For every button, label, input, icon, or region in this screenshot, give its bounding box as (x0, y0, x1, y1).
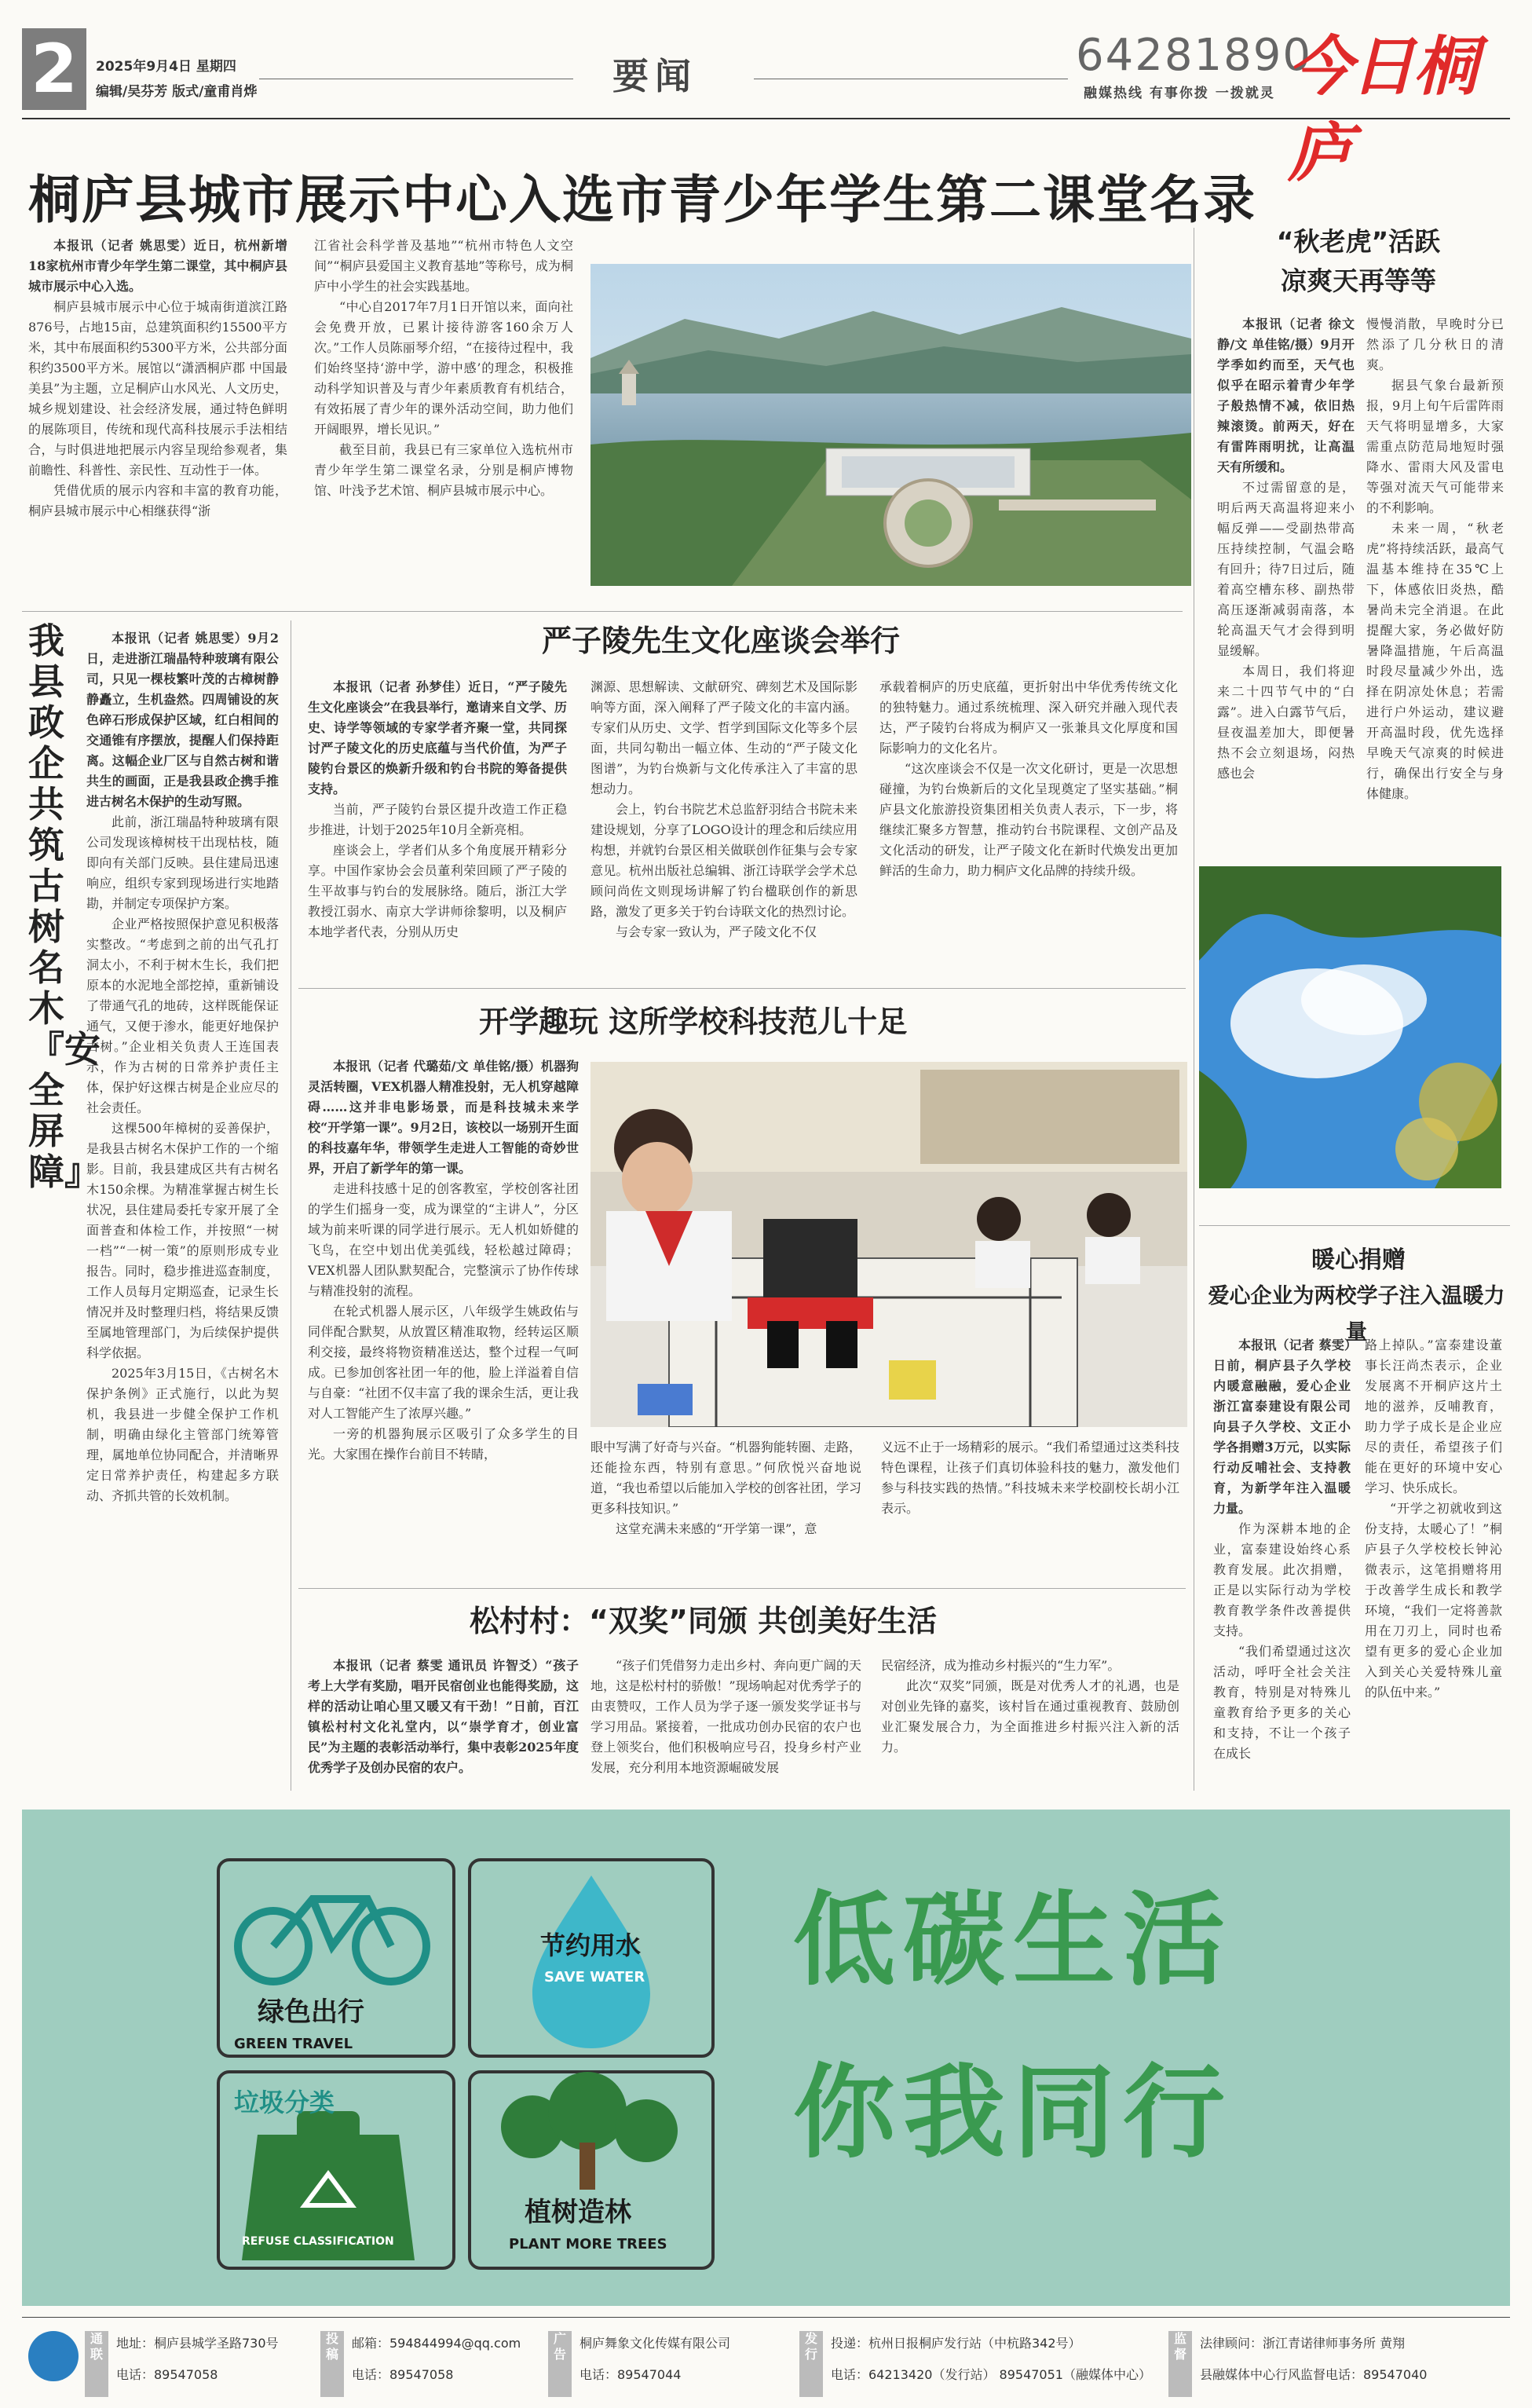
ad-icon2-en: SAVE WATER (544, 1969, 645, 1985)
divider (1199, 1225, 1510, 1226)
paragraph: “孩子们凭借努力走出乡村、奔向更广阔的天地，这是松村村的骄傲！”现场响起对优秀学子的由衷赞叹，工作人员为学子逐一颁发奖学证书与学习用品。紧接着，一批成功创办民宿的农户也登上领奖台，他们积极响应号召，投身乡村产业发展，充分利用本地资源崛破发展 (590, 1658, 861, 1775)
paragraph: “中心自2017年7月1日开馆以来，面向社会免费开放，已累计接待游客160余万人次。”工作人员陈丽琴介绍，“在接待过程中，我们始终坚持‘游中学，游中感’的理念，积极推动科学知识普及与青少年素质教育有机结合，有效拓展了青少年的课外活动空间，助力他们开阔眼界，增长见识。” (314, 299, 573, 437)
paragraph: 当前，严子陵钓台景区提升改造工作正稳步推进，计划于2025年10月全新亮相。 (308, 802, 567, 837)
songcun-article-col1 (308, 1656, 579, 1789)
tree-icon (501, 2072, 678, 2190)
ad-icon-grid (210, 1852, 729, 2276)
hotline-number: 64281890 (1076, 30, 1313, 81)
ad-icon4-en: PLANT MORE TREES (509, 2236, 667, 2252)
footer-ads-line1: 桐庐舞象文化传媒有限公司 (580, 2336, 731, 2351)
footer-ads-line2: 电话：89547044 (580, 2367, 682, 2382)
footer-contact-line1: 地址：桐庐县城学圣路730号 (116, 2336, 279, 2351)
hotline-tagline: 融媒热线 有事你拨 一拨就灵 (1084, 86, 1275, 101)
paragraph: 本报讯（记者 姚思雯）近日，杭州新增18家杭州市青少年学生第二课堂，其中桐庐县城市展示中心入选。 (28, 238, 287, 294)
paragraph: 座谈会上，学者们从多个角度展开精彩分享。中国作家协会会员董利荣回顾了严子陵的生平故事与钓台的发展脉络。随后，浙江大学教授江弱水、南京大学讲师徐黎明，以及桐庐本地学者代表，分别从历史 (308, 843, 567, 939)
sky-tree-photo-illustration (1199, 866, 1501, 1188)
paragraph: 据县气象台最新预报，9月上旬午后雷阵雨天气将明显增多，大家需重点防范局地短时强降水、雷雨大风及雷电等强对流天气可能带来的不利影响。 (1366, 378, 1504, 515)
section-label: 要闻 (612, 55, 697, 97)
editor-credits: 编辑/吴芬芳 版式/童甫肖烨 (96, 84, 258, 100)
yanzi-article-col1 (308, 677, 567, 983)
paragraph: 民宿经济，成为推动乡村振兴的“生力军”。 (881, 1658, 1121, 1673)
paragraph: 在轮式机器人展示区，八年级学生姚政佑与同伴配合默契，从放置区精准取物，经转运区顺利交接，最终将物资精准送达，整个过程一气呵成。已参加创客社团一年的他，脸上洋溢着自信与自豪：“社团不仅丰富了我的课余生活，更让我对人工智能产生了浓厚兴趣。” (308, 1304, 579, 1421)
newspaper-logo: 今日桐庐 (1288, 29, 1476, 191)
paragraph: 本报讯（记者 徐文静/文 单佳铭/摄）9月开学季如约而至，天气也似乎在昭示着青少年学子般热情不减，依旧热辣滚烫。前两天，好在有雷阵雨明扰，让高温天有所缓和。 (1217, 317, 1355, 474)
divider (22, 611, 1183, 612)
autumn-article-col2 (1366, 314, 1504, 856)
main-article-col1 (28, 236, 287, 593)
ad-icon4-label: 植树造林 (525, 2197, 631, 2228)
paragraph: 此前，浙江瑞晶特种玻璃有限公司发现该樟树枝干出现枯枝，随即向有关部门反映。县住建局迅速响应，组织专家到现场进行实地踏勘，并制定专项保护方案。 (86, 814, 279, 911)
paragraph: 桐庐县城市展示中心位于城南街道滨江路876号，占地15亩，总建筑面积约15500平方米，其中布展面积约5300平方米，公共部分面积约3500平方米。展馆以“潇洒桐庐郡 中国最美县”为主题，立足桐庐山水风光、人文历史，城乡规划建设、社会经济发展，通过特色鲜明的展陈项目，传统和现代高科技展示手法相结合，与时俱进地把展示内容呈现给参观者，集前瞻性、科普性、亲民性、互动性于一体。 (28, 299, 287, 478)
footer-contact-line2: 电话：89547058 (116, 2367, 218, 2382)
songcun-article-col3 (881, 1656, 1179, 1789)
autumn-article-col1 (1217, 314, 1355, 856)
footer-supervision-line2: 县融媒体中心行风监督电话：89547040 (1200, 2367, 1428, 2382)
autumn-headline-line1: “秋老虎”活跃 (1276, 226, 1441, 257)
paragraph: 这堂充满未来感的“开学第一课”，意 (616, 1521, 817, 1536)
paragraph: 走进科技感十足的创客教室，学校创客社团的学生们摇身一变，成为课堂的“主讲人”，分区域为前来听课的同学进行展示。无人机如娇健的飞鸟，在空中划出优美弧线，轻松越过障碍；VEX机器人团队默契配合，完整演示了协作传球与精准投射的流程。 (308, 1181, 579, 1298)
city-center-photo (590, 264, 1191, 586)
footer-label-ads: 广告 (548, 2331, 572, 2397)
water-drop-icon (532, 1876, 650, 2048)
tech-article-col3 (881, 1437, 1179, 1583)
paragraph: 2025年3月15日，《古树名木保护条例》正式施行，以此为契机，我县进一步健全保护工作机制，明确由绿化主管部门统筹管理，属地单位协同配合，并清晰界定日常养护责任，构建起多方联动、齐抓共管的长效机制。 (86, 1366, 279, 1503)
paragraph: 路上掉队。”富泰建设董事长汪尚杰表示，企业发展离不开桐庐这片土地的滋养，反哺教育，助力学子成长是企业应尽的责任，希望孩子们能在更好的环境中安心学习、快乐成长。 (1365, 1338, 1502, 1495)
paragraph: 本报讯（记者 蔡雯）日前，桐庐县子久学校内暖意融融，爱心企业浙江富泰建设有限公司向县子久学校、文正小学各捐赠3万元，以实际行动反哺社会、支持教育，为新学年注入温暖力量。 (1213, 1338, 1351, 1516)
paragraph: 眼中写满了好奇与兴奋。“机器狗能转圈、走路，还能捡东西，特别有意思。”何欣悦兴奋地说道，“我也希望以后能加入学校的创客社团，学习更多科技知识。” (590, 1440, 861, 1516)
divider (298, 1588, 1186, 1589)
footer-distribution-line2: 电话：64213420（发行站） 89547051（融媒体中心） (831, 2367, 1151, 2382)
paragraph: 渊源、思想解读、文献研究、碑刻艺术及国际影响等方面，深入阐释了严子陵文化的丰富内涵。专家们从历史、文学、哲学到国际文化等多个层面，共同勾勒出一幅立体、生动的“严子陵文化图谱”，为钓台焕新与文化传承注入了丰富的思想动力。 (590, 679, 857, 796)
paragraph: 承载着桐庐的历史底蕴，更折射出中华优秀传统文化的独特魅力。通过系统梳理、深入研究并融入现代表达，严子陵钓台将成为桐庐又一张兼具文化厚度和国际影响力的文化名片。 (879, 679, 1178, 756)
page-number: 2 (22, 28, 86, 110)
city-center-photo-illustration (590, 264, 1191, 586)
warm-headline-line2: 爱心企业为两校学子注入温暖力量 (1208, 1284, 1505, 1345)
yanzi-headline: 严子陵先生文化座谈会举行 (542, 624, 901, 658)
divider (298, 988, 1186, 989)
tech-article-col1 (308, 1056, 579, 1583)
footer-label-submit: 投稿 (320, 2331, 344, 2397)
paragraph: 作为深耕本地的企业，富泰建设始终心系教育发展。此次捐赠，正是以实际行动为学校教育教学条件改善提供支持。 (1213, 1521, 1351, 1638)
yanzi-article-col3 (879, 677, 1178, 983)
paragraph: 慢慢消散，早晚时分已然添了几分秋日的清爽。 (1366, 317, 1504, 372)
paragraph: 不过需留意的是，明后两天高温将迎来小幅反弹——受副热带高压持续控制，气温会略有回升；待7日过后，随着高空槽东移、副热带高压逐渐减弱南落，本轮高温天气才会得到明显缓解。 (1217, 480, 1355, 658)
paragraph: “开学之初就收到这份支持，太暖心了！”桐庐县子久学校校长钟沁微表示，这笔捐赠将用于改善学生成长和教学环境，“我们一定将善款用在刀刃上，同时也希望有更多的爱心企业加入到关心关爱特殊儿童的队伍中来。” (1365, 1501, 1502, 1700)
ad-icon3-label: 垃圾分类 (234, 2088, 335, 2117)
ad-icon3-en: REFUSE CLASSIFICATION (242, 2235, 394, 2248)
warm-article-col2 (1365, 1335, 1502, 1787)
footer-label-supervision: 监督 (1168, 2331, 1192, 2397)
paragraph: 江省社会科学普及基地”“杭州市特色人文空间”“桐庐县爱国主义教育基地”等称号，成为桐庐中小学生的社会实践基地。 (314, 238, 573, 294)
paragraph: 此次“双奖”同颁，既是对优秀人才的礼遇，也是对创业先锋的嘉奖，该村旨在通过重视教育、鼓励创业汇聚发展合力，为全面推进乡村振兴注入新的活力。 (881, 1678, 1179, 1755)
bicycle-icon (238, 1899, 426, 1982)
songcun-headline: 松村村：“双奖”同颁 共创美好生活 (470, 1604, 938, 1638)
main-headline: 桐庐县城市展示中心入选市青少年学生第二课堂名录 (28, 170, 1256, 230)
tree-headline-vertical: 我县政企共筑古树名木『安全屏障』 (28, 620, 101, 1193)
robotics-photo-illustration (590, 1062, 1187, 1427)
warm-article-col1 (1213, 1335, 1351, 1787)
paragraph: 与会专家一致认为，严子陵文化不仅 (616, 924, 817, 939)
songcun-article-col2 (590, 1656, 861, 1789)
footer (22, 2325, 1510, 2403)
issue-date: 2025年9月4日 星期四 (96, 59, 236, 75)
footer-supervision-line1: 法律顾问：浙江青诺律师事务所 黄翔 (1200, 2336, 1406, 2351)
paragraph: “这次座谈会不仅是一次文化研讨，更是一次思想碰撞，为钓台焕新后的文化呈现奠定了坚实基础。”桐庐县文化旅游投资集团相关负责人表示，下一步，将继续汇聚多方智慧，推动钓台书院课程、文创产品及文化活动的研发，让严子陵文化在新时代焕发出更加鲜活的生命力，助力桐庐文化品牌的持续升级。 (879, 761, 1178, 878)
footer-label-distribution: 发行 (799, 2331, 823, 2397)
robotics-classroom-photo (590, 1062, 1187, 1427)
yanzi-article-col2 (590, 677, 857, 983)
ad-icon2-label: 节约用水 (540, 1930, 642, 1960)
tech-headline: 开学趣玩 这所学校科技范儿十足 (479, 1005, 908, 1039)
low-carbon-ad (22, 1810, 1510, 2306)
paragraph: 本报讯（记者 蔡雯 通讯员 许智爻）“孩子考上大学有奖励，唱开民宿创业也能得奖励，这样的活动让咱心里又暖又有干劲！”日前，百江镇松村村文化礼堂内，以“崇学育才，创业富民”为主题的表彰活动举行，集中表彰2025年度优秀学子及创办民宿的农户。 (308, 1658, 579, 1775)
paragraph: 凭借优质的展示内容和丰富的教育功能，桐庐县城市展示中心相继获得“浙 (28, 483, 287, 518)
paragraph: 本报讯（记者 姚思雯）9月2日，走进浙江瑞晶特种玻璃有限公司，只见一棵枝繁叶茂的古樟树静静矗立，生机盎然。四周铺设的灰色碎石形成保护区域，红白相间的交通锥有序摆放，提醒人们保持距离。这幅企业厂区与自然古树和谐共生的画面，正是我县政企携手推进古树名木保护的生动写照。 (86, 631, 279, 809)
paragraph: 这棵500年樟树的妥善保护，是我县古树名木保护工作的一个缩影。目前，我县建成区共有古树名木150余棵。为精准掌握古树生长状况，县住建局委托专家开展了全面普查和体检工作，并按照“一树一档”“一树一策”的原则形成专业报告。同时，稳步推进巡查制度，工作人员每月定期巡查，记录生长情况并及时整理归档，将结果反馈至属地管理部门，为后续保护提供科学依据。 (86, 1121, 279, 1360)
footer-label-contact: 通联 (85, 2331, 108, 2397)
paragraph: 本报讯（记者 代璐茹/文 单佳铭/摄）机器狗灵活转圈，VEX机器人精准投射，无人机穿越障碍……这并非电影场景，而是科技城未来学校“开学第一课”。9月2日，该校以一场别开生面的科技嘉年华，带领学生走进人工智能的奇妙世界，开启了新学年的第一课。 (308, 1059, 579, 1176)
warm-headline-line1: 暖心捐赠 (1311, 1246, 1406, 1274)
sky-tree-photo (1199, 866, 1501, 1188)
paragraph: 会上，钓台书院艺术总监舒羽结合书院未来建设规划，分享了LOGO设计的理念和后续应用构想，并就钓台景区相关做联创作征集与会专家意见。杭州出版社总编辑、浙江诗联学会学术总顾问尚佐文则现场讲解了钓台楹联创作的新思路，激发了更多关于钓台诗联文化的热烈讨论。 (590, 802, 857, 919)
paragraph: 截至目前，我县已有三家单位入选杭州市青少年学生第二课堂名录，分别是桐庐博物馆、叶浅予艺术馆、桐庐县城市展示中心。 (314, 442, 573, 498)
ad-slogan-line2: 你我同行 (793, 2053, 1234, 2172)
paragraph: 企业严格按照保护意见积极落实整改。“考虑到之前的出气孔打洞太小，不利于树木生长，我们把原本的水泥地全部挖掉，重新铺设了带通气孔的地砖，这样既能保证通气，又便于渗水，能更好地保护古树。”企业相关负责人王连国表示，作为古树的日常养护责任主体，保护好这棵古树是企业应尽的社会责任。 (86, 917, 279, 1115)
autumn-headline-line2: 凉爽天再等等 (1281, 265, 1436, 296)
footer-distribution-line1: 投递：杭州日报桐庐发行站（中杭路342号） (831, 2336, 1081, 2351)
tree-article-col1 (86, 628, 279, 1783)
ad-icon1-label: 绿色出行 (258, 1996, 364, 2028)
tech-article-col2 (590, 1437, 861, 1583)
paragraph: 本周日，我们将迎来二十四节气中的“白露”。进入白露节气后，昼夜温差加大，即便暑热不会立刻退场，闷热感也会 (1217, 664, 1355, 781)
paragraph: 一旁的机器狗展示区吸引了众多学生的目光。大家围在操作台前目不转睛， (308, 1426, 579, 1462)
paragraph: 义远不止于一场精彩的展示。“我们希望通过这类科技特色课程，让孩子们真切体验科技的魅力，激发他们参与科技实践的热情。”科技城未来学校副校长胡小江表示。 (881, 1440, 1179, 1516)
footer-submit-line2: 电话：89547058 (352, 2367, 454, 2382)
paragraph: “我们希望通过这次活动，呼吁全社会关注教育，特别是对特殊儿童教育给予更多的关心和支持，不让一个孩子在成长 (1213, 1644, 1351, 1761)
footer-rule (22, 2317, 1510, 2318)
ad-icon1-en: GREEN TRAVEL (234, 2036, 353, 2052)
main-article-col2 (314, 236, 573, 593)
footer-submit-line1: 邮箱：594844994@qq.com (352, 2336, 521, 2351)
header-rule (22, 118, 1510, 119)
paragraph: 未来一周，“秋老虎”将持续活跃，最高气温基本维持在35℃上下，体感依旧炎热，酷暑尚未完全消退。在此提醒大家，务必做好防暑降温措施，午后高温时段尽量减少外出，选择在阴凉处休息；若需进行户外运动，建议避开高温时段，优先选择早晚天气凉爽的时候进行，确保出行安全与身体健康。 (1366, 521, 1504, 801)
paragraph: 本报讯（记者 孙梦佳）近日，“严子陵先生文化座谈会”在我县举行，邀请来自文学、历史、诗学等领域的专家学者齐聚一堂，共同探讨严子陵文化的历史底蕴与当代价值，为严子陵钓台景区的焕新升级和钓台书院的筹备提供支持。 (308, 679, 567, 796)
ad-slogan-line1: 低碳生活 (793, 1880, 1234, 2000)
